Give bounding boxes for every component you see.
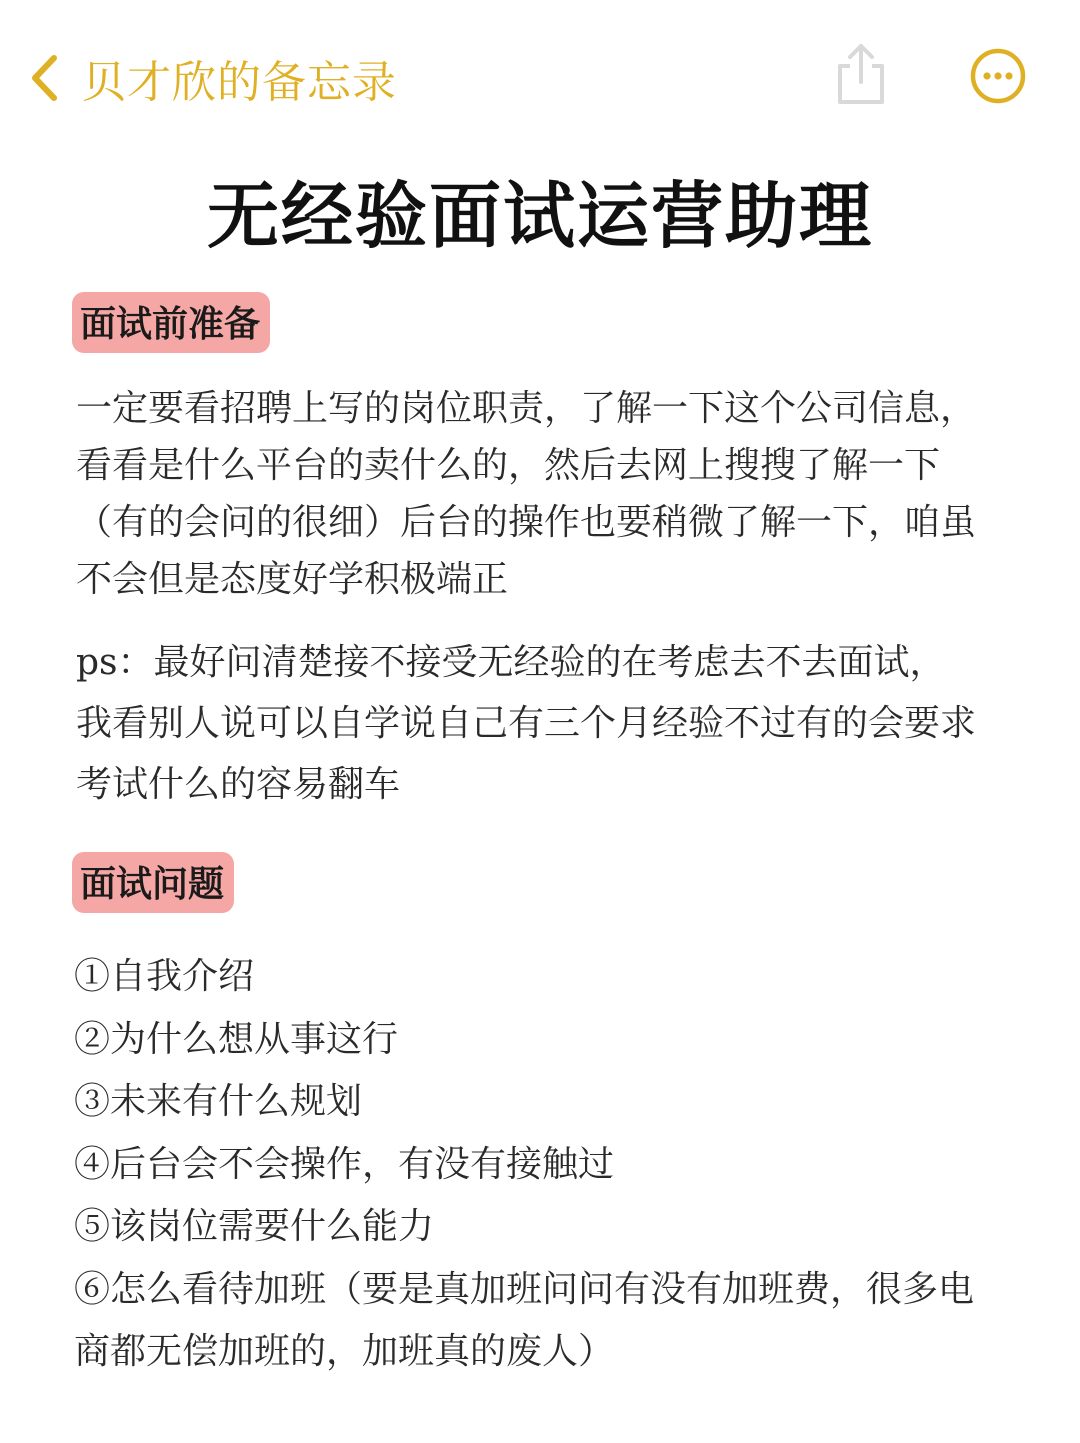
paragraph-ps-note: ps：最好问清楚接不接受无经验的在考虑去不去面试， 我看别人说可以自学说自己有三个月经验不过有的会要求 考试什么的容易翻车: [76, 642, 977, 805]
list-item: ⑤该岗位需要什么能力: [74, 1206, 435, 1247]
back-label: 贝才欣的备忘录: [82, 57, 397, 108]
share-button[interactable]: [832, 40, 890, 106]
list-item: ⑥怎么看待加班（要是真加班问问有没有加班费，很多电 商都无偿加班的，加班真的废人）: [74, 1268, 975, 1372]
section-tag-questions: 面试问题: [72, 852, 234, 913]
navigation-bar: [0, 0, 1080, 150]
list-item: ①自我介绍: [74, 956, 255, 997]
more-button[interactable]: [968, 46, 1028, 106]
share-icon: [832, 40, 890, 106]
list-item: ④后台会不会操作，有没有接触过: [74, 1143, 615, 1185]
chevron-left-icon: [28, 53, 60, 103]
back-button[interactable]: [28, 48, 397, 108]
list-item: ②为什么想从事这行: [74, 1018, 399, 1060]
note-title: 无经验面试运营助理: [206, 174, 873, 258]
question-list: [74, 946, 1018, 1384]
more-ellipsis-icon: [968, 46, 1028, 106]
list-item: ③未来有什么规划: [74, 1081, 363, 1122]
paragraph-preparation: 一定要看招聘上写的岗位职责，了解一下这个公司信息， 看看是什么平台的卖什么的，然后去网上搜搜了解一下 （有的会问的很细）后台的操作也要稍微了解一下，咱虽 不会但是态度好学积极端正: [76, 388, 977, 600]
section-tag-preparation: 面试前准备: [72, 292, 270, 353]
